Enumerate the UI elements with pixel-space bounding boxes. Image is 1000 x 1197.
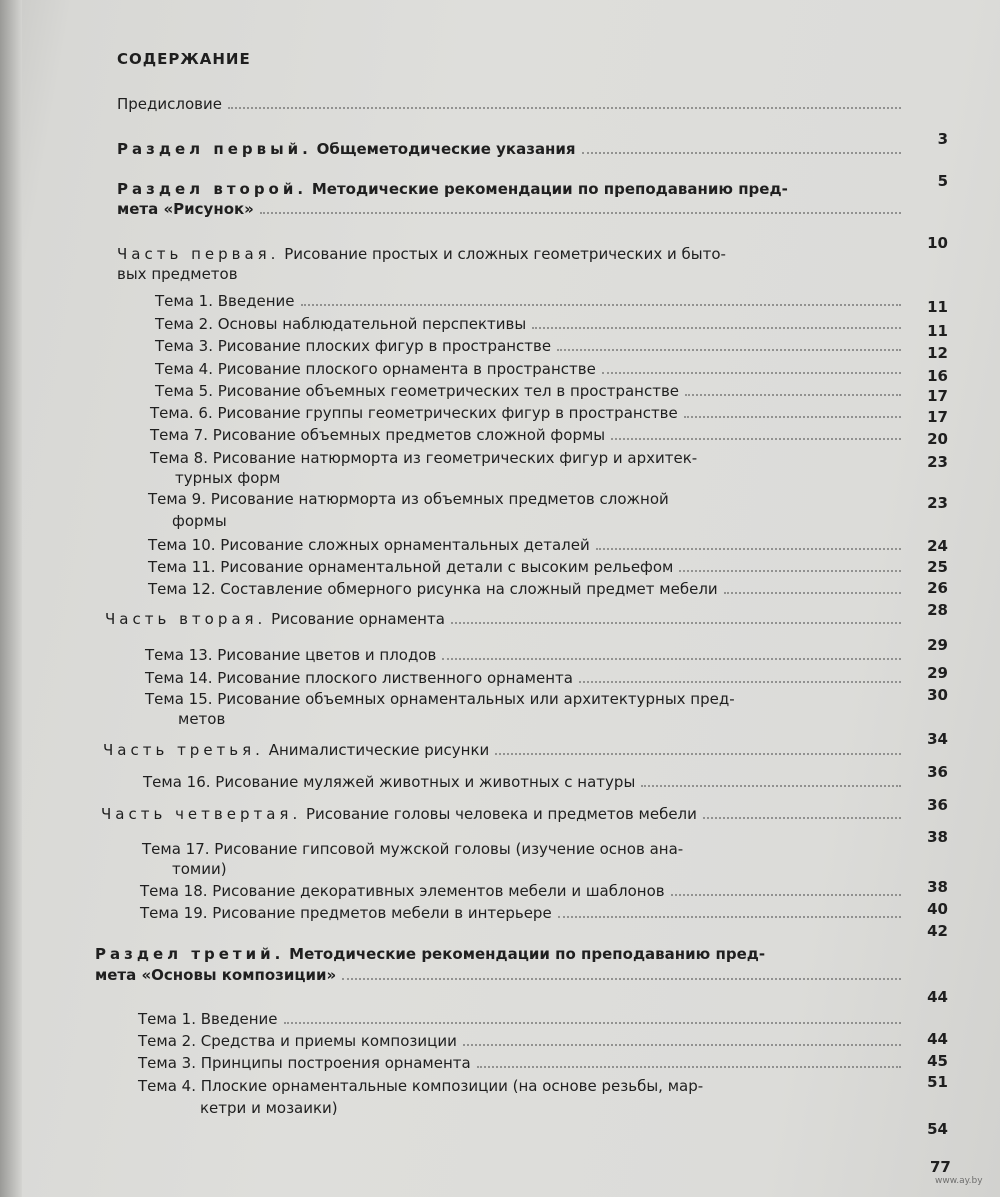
toc-page-number: 38 (927, 878, 948, 896)
toc-page-number: 42 (927, 922, 948, 940)
toc-entry-part-2 (105, 610, 907, 628)
toc-page-number: 25 (927, 558, 948, 576)
toc-entry-comp-topic-2 (138, 1032, 907, 1050)
toc-page-number: 11 (927, 298, 948, 316)
toc-page-number: 11 (927, 322, 948, 340)
toc-entry-topic-14 (145, 669, 907, 687)
toc-title: СОДЕРЖАНИЕ (117, 50, 251, 68)
toc-entry-text: Тема 17. Рисование гипсовой мужской головы (изучение основ ана- (142, 840, 684, 858)
section-label: Раздел второй. (117, 180, 308, 198)
toc-entry-topic-4 (155, 360, 907, 378)
toc-entry-text: Тема 10. Рисование сложных орнаментальных деталей (148, 536, 590, 554)
toc-entry-text: турных форм (175, 469, 281, 487)
toc-entry-comp-topic-4 (138, 1077, 890, 1095)
toc-entry-text: Методические рекомендации по преподаванию пред- (289, 945, 766, 963)
part-label: Часть четвертая. (101, 805, 302, 823)
toc-page-number: 36 (927, 763, 948, 781)
toc-entry-text: Тема 1. Введение (155, 292, 295, 310)
toc-page-number: 3 (937, 130, 948, 148)
toc-entry-topic-17-cont (172, 860, 872, 878)
toc-entry-section-2-cont (117, 200, 907, 218)
toc-page-number: 34 (927, 730, 948, 748)
toc-entry-topic-8 (150, 449, 890, 467)
toc-entry-part-3 (103, 741, 907, 759)
toc-page-number: 26 (927, 579, 948, 597)
toc-entry-section-1 (117, 140, 907, 158)
toc-entry-topic-8-cont (175, 469, 875, 487)
section-label: Раздел первый. (117, 140, 312, 158)
toc-entry-text: мета «Рисунок» (117, 200, 254, 218)
toc-page-number: 17 (927, 387, 948, 405)
toc-entry-text: мета «Основы композиции» (95, 966, 337, 984)
toc-entry-text: Тема 3. Принципы построения орнамента (138, 1054, 471, 1072)
toc-page-number: 44 (927, 1030, 948, 1048)
toc-page-number: 23 (927, 494, 948, 512)
toc-entry-comp-topic-4-cont (200, 1099, 890, 1117)
toc-entry-text: Тема 9. Рисование натюрморта из объемных предметов сложной (148, 490, 669, 508)
toc-page-number: 16 (927, 367, 948, 385)
toc-entry-topic-3 (155, 337, 907, 355)
toc-entry-text: Тема 2. Основы наблюдательной перспективы (155, 315, 527, 333)
toc-entry-topic-19 (140, 904, 907, 922)
toc-entry-part-4 (101, 805, 907, 823)
toc-entry-topic-6 (150, 404, 907, 422)
part-label: Часть первая. (117, 245, 280, 263)
toc-entry-text: Тема 3. Рисование плоских фигур в пространстве (155, 337, 552, 355)
toc-entry-text: Тема 16. Рисование муляжей животных и животных с натуры (143, 773, 636, 791)
toc-entry-topic-11 (148, 558, 907, 576)
toc-entry-text: Тема. 6. Рисование группы геометрических фигур в пространстве (150, 404, 678, 422)
toc-page-number: 23 (927, 453, 948, 471)
toc-page-number: 29 (927, 664, 948, 682)
toc-entry-topic-15-cont (178, 710, 878, 728)
toc-page-number: 30 (927, 686, 948, 704)
toc-page-number: 17 (927, 408, 948, 426)
toc-entry-topic-18 (140, 882, 907, 900)
toc-entry-text: Тема 2. Средства и приемы композиции (138, 1032, 457, 1050)
toc-entry-preface (117, 95, 907, 113)
toc-entry-text: Тема 12. Составление обмерного рисунка на сложный предмет мебели (148, 580, 718, 598)
toc-entry-text: кетри и мозаики) (200, 1099, 338, 1117)
toc-entry-text: Тема 5. Рисование объемных геометрических тел в пространстве (155, 382, 680, 400)
part-label: Часть третья. (103, 741, 264, 759)
toc-entry-part-1 (117, 245, 892, 263)
toc-entry-text: Тема 8. Рисование натюрморта из геометрических фигур и архитек- (150, 449, 698, 467)
toc-entry-text: Тема 18. Рисование декоративных элементов мебели и шаблонов (140, 882, 665, 900)
toc-entry-topic-7 (150, 426, 907, 444)
toc-entry-comp-topic-3 (138, 1054, 907, 1072)
toc-entry-text: Общеметодические указания (316, 140, 576, 158)
toc-entry-text: Тема 7. Рисование объемных предметов сложной формы (150, 426, 606, 444)
toc-entry-text: Рисование головы человека и предметов мебели (306, 805, 697, 823)
toc-entry-text: вых предметов (117, 265, 238, 283)
toc-page-number: 12 (927, 344, 948, 362)
toc-entry-text: Тема 4. Плоские орнаментальные композиции (на основе резьбы, мар- (138, 1077, 704, 1095)
toc-entry-topic-17 (142, 840, 890, 858)
toc-page-number: 51 (927, 1073, 948, 1091)
toc-page-number: 10 (927, 234, 948, 252)
toc-entry-text: метов (178, 710, 226, 728)
toc-entry-comp-topic-1 (138, 1010, 907, 1028)
toc-entry-text: Предисловие (117, 95, 222, 113)
toc-entry-text: Рисование простых и сложных геометрических и быто- (284, 245, 726, 263)
toc-entry-section-3-cont (95, 966, 907, 984)
toc-page-number: 54 (927, 1120, 948, 1138)
page-folio-number: 77 (930, 1158, 951, 1176)
toc-page-number: 24 (927, 537, 948, 555)
watermark: www.ay.by (935, 1176, 983, 1186)
toc-entry-topic-9 (148, 490, 888, 508)
toc-entry-text: Методические рекомендации по преподаванию пред- (311, 180, 788, 198)
toc-page-number: 28 (927, 601, 948, 619)
toc-entry-text: Рисование орнамента (271, 610, 445, 628)
toc-entry-topic-5 (155, 382, 907, 400)
toc-page-number: 20 (927, 430, 948, 448)
part-label: Часть вторая. (105, 610, 267, 628)
toc-page-number: 45 (927, 1052, 948, 1070)
toc-entry-topic-16 (143, 773, 907, 791)
toc-page-number: 5 (937, 172, 948, 190)
toc-entry-text: Тема 11. Рисование орнаментальной детали с высоким рельефом (148, 558, 674, 576)
section-label: Раздел третий. (95, 945, 285, 963)
toc-page-number: 29 (927, 636, 948, 654)
toc-entry-part-1-cont (117, 265, 892, 283)
toc-entry-text: томии) (172, 860, 227, 878)
toc-entry-text: Анималистические рисунки (268, 741, 490, 759)
toc-page-number: 44 (927, 988, 948, 1006)
toc-entry-topic-13 (145, 646, 907, 664)
toc-page-number: 40 (927, 900, 948, 918)
toc-entry-topic-9-cont (172, 512, 872, 530)
toc-entry-text: Тема 14. Рисование плоского лиственного орнамента (145, 669, 573, 687)
toc-entry-text: Тема 1. Введение (138, 1010, 278, 1028)
toc-entry-section-2 (117, 180, 892, 198)
toc-entry-topic-1 (155, 292, 907, 310)
toc-entry-topic-2 (155, 315, 907, 333)
toc-page-number: 38 (927, 828, 948, 846)
toc-entry-text: Тема 4. Рисование плоского орнамента в пространстве (155, 360, 596, 378)
toc-entry-topic-10 (148, 536, 907, 554)
toc-entry-topic-15 (145, 690, 890, 708)
toc-page-number: 36 (927, 796, 948, 814)
toc-entry-section-3 (95, 945, 890, 963)
toc-entry-text: формы (172, 512, 227, 530)
toc-entry-text: Тема 19. Рисование предметов мебели в интерьере (140, 904, 552, 922)
toc-entry-text: Тема 15. Рисование объемных орнаментальных или архитектурных пред- (145, 690, 735, 708)
toc-entry-topic-12 (148, 580, 907, 598)
toc-entry-text: Тема 13. Рисование цветов и плодов (145, 646, 437, 664)
